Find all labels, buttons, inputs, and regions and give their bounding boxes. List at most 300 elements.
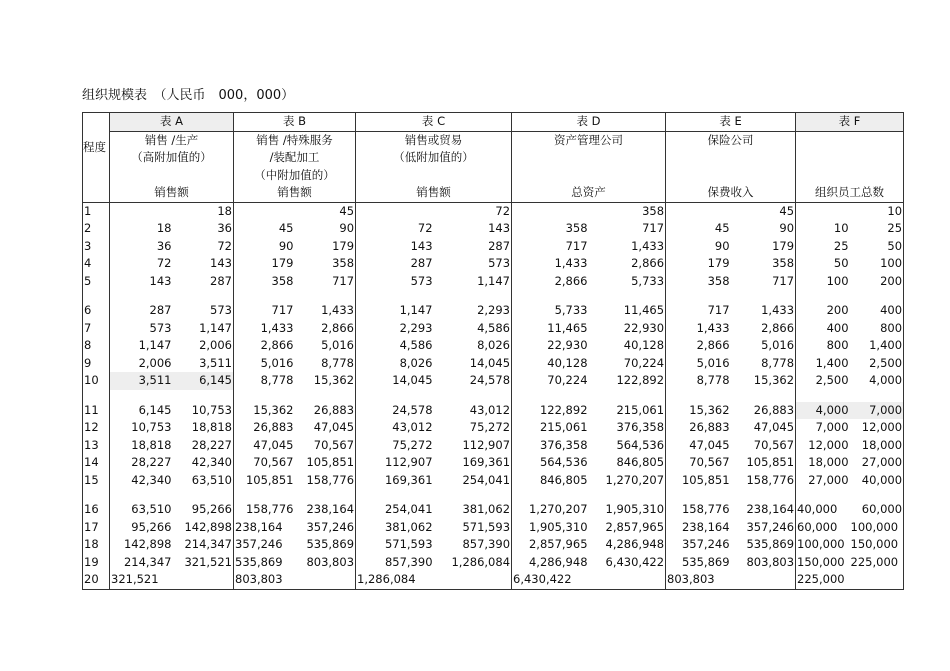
- value-cell: 6,145: [173, 372, 234, 390]
- table-a-desc-line2: （高附加值的）: [110, 149, 234, 167]
- value-cell: 179: [271, 256, 294, 270]
- spacer-cell: [512, 489, 589, 501]
- value-cell: 26,883: [731, 402, 796, 420]
- table-e-desc-line2: [666, 149, 796, 167]
- value-cell: 7,000: [850, 402, 904, 420]
- value-cell: 10: [850, 202, 904, 220]
- value-cell: 357,246: [681, 537, 730, 551]
- value-cell: 803,803: [666, 571, 731, 589]
- table-f-desc-line1: [796, 131, 904, 149]
- table-row: [83, 472, 904, 490]
- value-cell: 1,147: [173, 320, 234, 338]
- value-cell: 5,733: [554, 303, 588, 317]
- value-cell: 225,000: [796, 571, 850, 589]
- organization-size-table: [82, 112, 904, 590]
- value-cell: 90: [295, 220, 356, 238]
- spacer-cell: [796, 290, 850, 302]
- value-cell: 45: [295, 202, 356, 220]
- value-cell: 1,433: [260, 320, 294, 335]
- value-cell: 1,270,207: [528, 502, 588, 516]
- value-cell: 4,000: [850, 372, 904, 390]
- value-cell: 18,000: [808, 455, 849, 469]
- table-row: [83, 255, 904, 273]
- value-cell: 50: [850, 238, 904, 256]
- spacer-cell: [850, 489, 904, 501]
- value-cell: 45: [278, 221, 294, 235]
- value-cell: 72: [173, 238, 234, 256]
- level-cell: 18: [83, 536, 110, 554]
- value-cell: 800: [826, 338, 849, 352]
- value-cell: 2,500: [850, 355, 904, 373]
- spacer-cell: [796, 390, 850, 402]
- table-b-measure: 销售额: [234, 184, 356, 202]
- table-f-header: 表 F: [796, 113, 904, 132]
- value-cell: 143: [434, 220, 512, 238]
- value-cell: 2,866: [731, 320, 796, 338]
- table-c-measure: 销售额: [356, 184, 512, 202]
- level-cell: 10: [83, 372, 110, 390]
- value-cell: 122,892: [589, 372, 666, 390]
- value-cell: 573: [173, 302, 234, 320]
- value-cell: 70,567: [731, 437, 796, 455]
- spacer-cell: [356, 290, 434, 302]
- table-a-desc-line1: 销售 /生产: [110, 131, 234, 149]
- value-cell: 28,227: [173, 437, 234, 455]
- value-cell: 358: [731, 255, 796, 273]
- spacer-cell: [295, 390, 356, 402]
- spacer-cell: [234, 390, 295, 402]
- table-a-desc-line3: [110, 167, 234, 185]
- table-c-desc-line1: 销售或贸易: [356, 131, 512, 149]
- table-row: [83, 273, 904, 291]
- table-c-desc-line3: [356, 167, 512, 185]
- spacer-cell: [589, 290, 666, 302]
- value-cell: 535,869: [295, 536, 356, 554]
- table-row: [83, 238, 904, 256]
- value-cell: 105,851: [295, 454, 356, 472]
- table-row: [83, 437, 904, 455]
- spacer-cell: [589, 489, 666, 501]
- table-b-header: 表 B: [234, 113, 356, 132]
- value-cell: 14,045: [434, 355, 512, 373]
- value-cell: 358: [565, 221, 588, 235]
- value-cell: 72: [156, 256, 172, 270]
- value-cell: 1,286,084: [434, 554, 512, 572]
- value-cell: 2,866: [696, 338, 730, 352]
- table-row: [83, 501, 904, 519]
- spacer-cell: [731, 290, 796, 302]
- value-cell: 100: [826, 273, 849, 288]
- value-cell: 43,012: [434, 402, 512, 420]
- level-cell: 3: [83, 238, 110, 256]
- value-cell: 26,883: [295, 402, 356, 420]
- table-e-desc-line1: 保险公司: [666, 131, 796, 149]
- value-cell: 12,000: [850, 419, 904, 437]
- value-cell: 112,907: [434, 437, 512, 455]
- value-cell: [512, 202, 589, 220]
- table-d-header: 表 D: [512, 113, 666, 132]
- value-cell: 4,286,948: [589, 536, 666, 554]
- value-cell: 122,892: [539, 402, 588, 417]
- table-d-measure: 总资产: [512, 184, 666, 202]
- level-cell: 12: [83, 419, 110, 437]
- value-cell: 27,000: [808, 472, 849, 487]
- spacer-cell: [295, 290, 356, 302]
- value-cell: 238,164: [681, 519, 730, 534]
- table-d-desc-line3: [512, 167, 666, 185]
- value-cell: 95,266: [173, 501, 234, 519]
- value-cell: 18,000: [850, 437, 904, 455]
- page-title: 组织规模表 （人民币 000，000）: [82, 88, 295, 103]
- table-row: [83, 554, 904, 572]
- value-cell: 72: [417, 221, 433, 235]
- value-cell: 1,147: [399, 303, 433, 317]
- level-cell: 17: [83, 519, 110, 537]
- value-cell: 571,593: [434, 519, 512, 537]
- value-cell: 846,805: [539, 472, 588, 487]
- value-cell: 357,246: [295, 519, 356, 537]
- value-cell: 158,776: [295, 472, 356, 490]
- value-cell: 70,224: [589, 355, 666, 373]
- value-cell: 1,400: [850, 337, 904, 355]
- value-cell: 105,851: [245, 472, 294, 487]
- value-cell: 287: [434, 238, 512, 256]
- value-cell: 169,361: [434, 454, 512, 472]
- value-cell: 24,578: [434, 372, 512, 390]
- value-cell: 18: [173, 202, 234, 220]
- value-cell: 287: [173, 273, 234, 291]
- value-cell: 800: [850, 320, 904, 338]
- value-cell: 179: [295, 238, 356, 256]
- value-cell: 1,433: [731, 302, 796, 320]
- value-cell: 18,818: [173, 419, 234, 437]
- table-row: [83, 202, 904, 220]
- value-cell: 1,433: [696, 320, 730, 335]
- spacer-cell: [234, 290, 295, 302]
- value-cell: 70,567: [295, 437, 356, 455]
- spacer-cell: [731, 390, 796, 402]
- value-cell: 11,465: [547, 320, 588, 335]
- value-cell: 75,272: [392, 437, 433, 452]
- value-cell: 22,930: [547, 338, 588, 352]
- value-cell: 6,430,422: [512, 571, 589, 589]
- value-cell: 564,536: [539, 455, 588, 469]
- value-cell: 72: [434, 202, 512, 220]
- value-cell: 215,061: [539, 420, 588, 434]
- spacer-cell: [83, 290, 110, 302]
- value-cell: 573: [410, 273, 433, 288]
- value-cell: 27,000: [850, 454, 904, 472]
- value-cell: 150,000: [850, 536, 904, 554]
- value-cell: 357,246: [731, 519, 796, 537]
- table-c-header: 表 C: [356, 113, 512, 132]
- value-cell: 1,433: [589, 238, 666, 256]
- value-cell: 40,128: [547, 355, 588, 370]
- value-cell: 2,866: [589, 255, 666, 273]
- level-cell: 2: [83, 220, 110, 238]
- value-cell: 5,016: [260, 355, 294, 370]
- value-cell: 846,805: [589, 454, 666, 472]
- value-cell: 1,286,084: [356, 571, 434, 589]
- value-cell: 47,045: [295, 419, 356, 437]
- value-cell: 50: [833, 256, 849, 270]
- value-cell: 14,045: [392, 373, 433, 387]
- value-cell: 63,510: [173, 472, 234, 490]
- value-cell: 150,000: [797, 554, 845, 569]
- value-cell: 15,362: [253, 402, 294, 417]
- value-cell: 200: [826, 303, 849, 317]
- value-cell: 6,430,422: [589, 554, 666, 572]
- value-cell: 95,266: [131, 519, 172, 534]
- value-cell: 158,776: [245, 502, 294, 516]
- value-cell: 287: [149, 303, 172, 317]
- value-cell: 2,293: [434, 302, 512, 320]
- value-cell: 5,733: [589, 273, 666, 291]
- value-cell: [173, 571, 234, 589]
- value-cell: 8,778: [696, 373, 730, 387]
- value-cell: 803,803: [295, 554, 356, 572]
- table-f-desc-line2: [796, 149, 904, 167]
- value-cell: 42,340: [173, 454, 234, 472]
- value-cell: 321,521: [110, 571, 173, 589]
- level-cell: 20: [83, 571, 110, 589]
- value-cell: 158,776: [731, 472, 796, 490]
- value-cell: 400: [850, 302, 904, 320]
- level-cell: 4: [83, 255, 110, 273]
- value-cell: 105,851: [731, 454, 796, 472]
- spacer-cell: [512, 290, 589, 302]
- value-cell: 1,400: [815, 355, 849, 370]
- spacer-cell: [666, 390, 731, 402]
- value-cell: [234, 202, 295, 220]
- level-cell: 5: [83, 273, 110, 291]
- value-cell: 179: [731, 238, 796, 256]
- value-cell: 8,026: [434, 337, 512, 355]
- value-cell: 564,536: [589, 437, 666, 455]
- value-cell: 143: [149, 273, 172, 288]
- table-row: [83, 536, 904, 554]
- table-row: [83, 419, 904, 437]
- table-d-desc-line2: [512, 149, 666, 167]
- value-cell: 45: [714, 221, 730, 235]
- value-cell: 105,851: [681, 472, 730, 487]
- value-cell: 573: [434, 255, 512, 273]
- value-cell: 803,803: [234, 571, 295, 589]
- value-cell: 287: [410, 256, 433, 270]
- value-cell: [110, 202, 173, 220]
- value-cell: 400: [826, 320, 849, 335]
- value-cell: 11,465: [589, 302, 666, 320]
- value-cell: 36: [156, 238, 172, 253]
- value-cell: 2,006: [138, 355, 172, 370]
- spacer-cell: [434, 390, 512, 402]
- value-cell: 6,145: [138, 402, 172, 417]
- level-cell: 13: [83, 437, 110, 455]
- table-c-desc-line2: （低附加值的）: [356, 149, 512, 167]
- level-cell: 16: [83, 501, 110, 519]
- value-cell: 100,000: [797, 537, 845, 551]
- value-cell: 1,270,207: [589, 472, 666, 490]
- spacer-cell: [434, 290, 512, 302]
- value-cell: 70,224: [547, 373, 588, 387]
- value-cell: 4,286,948: [528, 554, 588, 569]
- value-cell: [356, 202, 434, 220]
- value-cell: 100: [850, 255, 904, 273]
- table-b-desc-line1: 销售 /特殊服务: [234, 131, 356, 149]
- spacer-cell: [173, 390, 234, 402]
- spacer-cell: [83, 489, 110, 501]
- level-cell: 7: [83, 320, 110, 338]
- value-cell: 376,358: [589, 419, 666, 437]
- value-cell: 717: [295, 273, 356, 291]
- value-cell: [434, 571, 512, 589]
- value-cell: 4,586: [434, 320, 512, 338]
- value-cell: 47,045: [689, 437, 730, 452]
- value-cell: 60,000: [797, 519, 838, 534]
- value-cell: 36: [173, 220, 234, 238]
- value-cell: 254,041: [384, 502, 433, 516]
- value-cell: 143: [410, 238, 433, 253]
- value-cell: 200: [850, 273, 904, 291]
- table-row: [83, 519, 904, 537]
- table-row: [83, 320, 904, 338]
- value-cell: 717: [271, 303, 294, 317]
- value-cell: 358: [589, 202, 666, 220]
- table-f-measure: 组织员工总数: [796, 184, 904, 202]
- value-cell: 2,866: [554, 273, 588, 288]
- table-row: [83, 454, 904, 472]
- value-cell: 8,778: [295, 355, 356, 373]
- value-cell: 2,006: [173, 337, 234, 355]
- value-cell: 169,361: [384, 472, 433, 487]
- level-header: 程度: [83, 113, 110, 203]
- value-cell: 40,000: [797, 502, 838, 516]
- value-cell: 254,041: [434, 472, 512, 490]
- spacer-cell: [512, 390, 589, 402]
- table-row: [83, 571, 904, 589]
- value-cell: 717: [707, 303, 730, 317]
- value-cell: 1,433: [295, 302, 356, 320]
- value-cell: 26,883: [689, 420, 730, 434]
- value-cell: 8,026: [399, 355, 433, 370]
- table-e-header: 表 E: [666, 113, 796, 132]
- value-cell: 3,511: [173, 355, 234, 373]
- value-cell: 18: [156, 221, 172, 235]
- spacer-cell: [173, 290, 234, 302]
- value-cell: 214,347: [173, 536, 234, 554]
- table-b-desc-line2: /装配加工: [234, 149, 356, 167]
- table-d-desc-line1: 资产管理公司: [512, 131, 666, 149]
- value-cell: 143: [173, 255, 234, 273]
- value-cell: 47,045: [253, 437, 294, 452]
- value-cell: 90: [731, 220, 796, 238]
- value-cell: 2,857,965: [589, 519, 666, 537]
- value-cell: 376,358: [539, 437, 588, 452]
- spacer-cell: [234, 489, 295, 501]
- spacer-cell: [110, 489, 173, 501]
- value-cell: 12,000: [808, 437, 849, 452]
- value-cell: 15,362: [731, 372, 796, 390]
- spacer-cell: [731, 489, 796, 501]
- value-cell: 47,045: [731, 419, 796, 437]
- spacer-cell: [356, 489, 434, 501]
- table-a-header: 表 A: [110, 113, 234, 132]
- spacer-cell: [434, 489, 512, 501]
- spacer-cell: [796, 489, 850, 501]
- value-cell: 10,753: [131, 420, 172, 434]
- value-cell: 717: [589, 220, 666, 238]
- value-cell: 5,016: [696, 355, 730, 370]
- value-cell: [796, 202, 850, 220]
- value-cell: 4,586: [399, 338, 433, 352]
- value-cell: 15,362: [689, 402, 730, 417]
- level-cell: 8: [83, 337, 110, 355]
- value-cell: 70,567: [689, 455, 730, 469]
- level-cell: 19: [83, 554, 110, 572]
- value-cell: 70,567: [253, 455, 294, 469]
- spacer-cell: [83, 390, 110, 402]
- level-cell: 15: [83, 472, 110, 490]
- spacer-cell: [666, 290, 731, 302]
- spacer-cell: [850, 290, 904, 302]
- value-cell: 857,390: [434, 536, 512, 554]
- value-cell: 158,776: [681, 502, 730, 516]
- value-cell: [295, 571, 356, 589]
- value-cell: 7,000: [815, 420, 849, 434]
- value-cell: 142,898: [173, 519, 234, 537]
- level-cell: 1: [83, 202, 110, 220]
- value-cell: 357,246: [235, 537, 283, 551]
- level-cell: 11: [83, 402, 110, 420]
- value-cell: 40,128: [589, 337, 666, 355]
- value-cell: 179: [707, 256, 730, 270]
- spacer-cell: [356, 390, 434, 402]
- value-cell: 5,016: [731, 337, 796, 355]
- value-cell: 238,164: [235, 519, 283, 534]
- value-cell: 22,930: [589, 320, 666, 338]
- value-cell: 40,000: [850, 472, 904, 490]
- value-cell: 857,390: [384, 554, 433, 569]
- value-cell: 1,433: [554, 256, 588, 270]
- value-cell: 238,164: [731, 501, 796, 519]
- level-cell: 9: [83, 355, 110, 373]
- value-cell: 535,869: [731, 536, 796, 554]
- table-a-measure: 销售额: [110, 184, 234, 202]
- value-cell: 90: [714, 238, 730, 253]
- value-cell: 803,803: [731, 554, 796, 572]
- value-cell: 381,062: [384, 519, 433, 534]
- value-cell: 10,753: [173, 402, 234, 420]
- value-cell: 45: [731, 202, 796, 220]
- value-cell: 10: [833, 221, 849, 235]
- spacer-cell: [110, 390, 173, 402]
- table-row: [83, 355, 904, 373]
- value-cell: 8,778: [260, 373, 294, 387]
- value-cell: 2,500: [815, 373, 849, 387]
- value-cell: 25: [833, 238, 849, 253]
- value-cell: 358: [271, 273, 294, 288]
- table-e-desc-line3: [666, 167, 796, 185]
- value-cell: 1,147: [434, 273, 512, 291]
- value-cell: 4,000: [796, 402, 850, 420]
- table-row: [83, 372, 904, 390]
- spacer-cell: [589, 390, 666, 402]
- value-cell: [850, 571, 904, 589]
- value-cell: 225,000: [850, 554, 904, 572]
- value-cell: 3,511: [110, 372, 173, 390]
- value-cell: 2,857,965: [528, 537, 588, 551]
- table-e-measure: 保费收入: [666, 184, 796, 202]
